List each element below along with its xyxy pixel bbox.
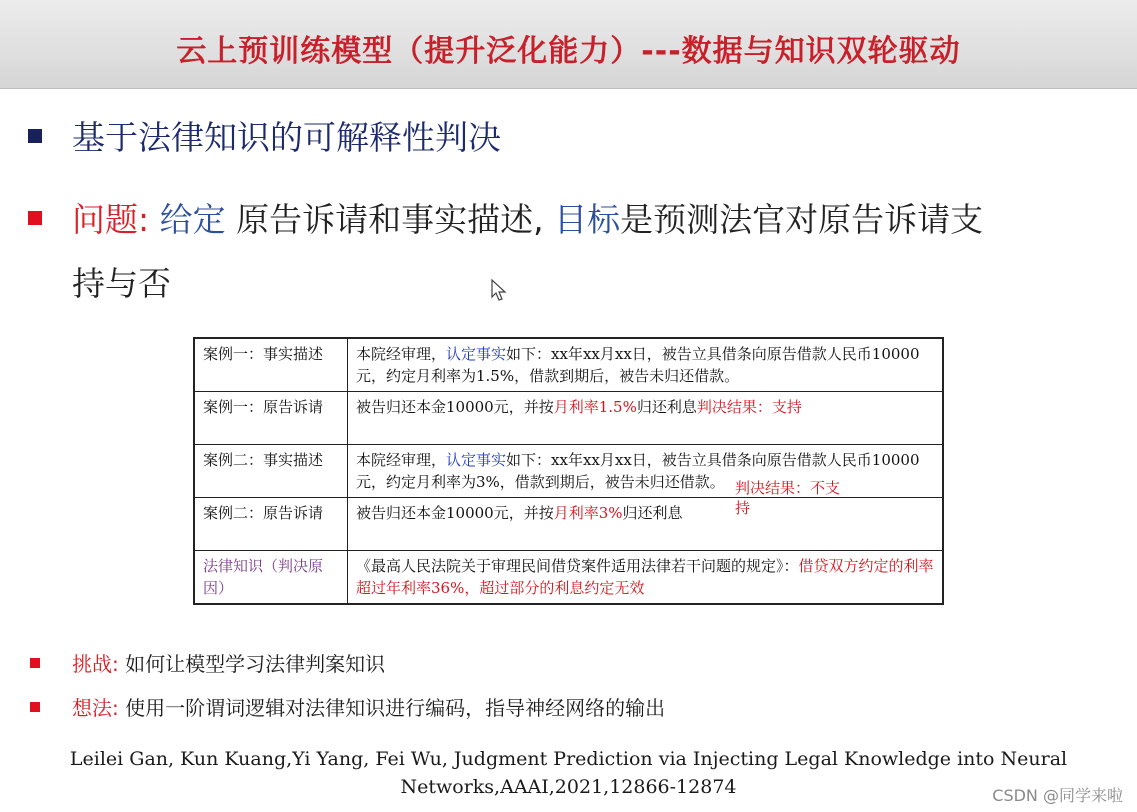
slide-title: 云上预训练模型（提升泛化能力）---数据与知识双轮驱动 xyxy=(176,34,961,69)
row-label: 案例二：事实描述 xyxy=(194,445,348,498)
square-bullet-icon xyxy=(28,129,42,143)
row-content: 被告归还本金10000元，并按月利率3%归还利息 xyxy=(348,498,944,551)
goal-text-1: 是预测法官对原告诉请支 xyxy=(620,200,984,239)
square-bullet-icon xyxy=(30,658,40,668)
challenge-text: 如何让模型学习法律判案知识 xyxy=(125,652,386,676)
row-label: 案例一：事实描述 xyxy=(194,338,348,392)
bullet-point-1 xyxy=(28,112,501,159)
goal-text-2: 持与否 xyxy=(72,264,171,303)
challenge-bullet xyxy=(30,648,385,677)
bullet-1-text: 基于法律知识的可解释性判决 xyxy=(72,118,501,157)
row-content: 《最高人民法院关于审理民间借贷案件适用法律若干问题的规定》：借贷双方约定的利率超过年利率36%，超过部分的利息约定无效 xyxy=(348,551,944,605)
watermark: CSDN @同学来啦 xyxy=(992,786,1123,805)
reference-line-2: Networks,AAAI,2021,12866-12874 xyxy=(400,776,737,798)
given-text: 原告诉请和事实描述, xyxy=(236,200,544,239)
mouse-pointer-icon xyxy=(491,279,509,303)
slide-header xyxy=(0,0,1137,89)
challenge-label: 挑战: xyxy=(72,652,119,676)
square-bullet-icon xyxy=(28,211,42,225)
square-bullet-icon xyxy=(30,702,40,712)
problem-label: 问题: xyxy=(72,200,150,239)
goal-label: 目标 xyxy=(554,200,621,239)
table-row xyxy=(194,551,943,605)
row-label: 案例一：原告诉请 xyxy=(194,392,348,445)
row-label: 案例二：原告诉请 xyxy=(194,498,348,551)
table-row xyxy=(194,338,943,392)
row-content: 本院经审理，认定事实如下：xx年xx月xx日，被告立具借条向原告借款人民币10000元，约定月利率为3%，借款到期后，被告未归还借款。 xyxy=(348,445,944,498)
row-label: 法律知识（判决原因） xyxy=(194,551,348,605)
idea-label: 想法: xyxy=(72,696,119,720)
verdict-text: 判决结果：支持 xyxy=(696,398,802,416)
bullet-point-2 xyxy=(28,188,1118,316)
row-content: 被告归还本金10000元，并按月利率1.5%归还利息判决结果：支持 xyxy=(348,392,944,445)
verdict-annotation: 判决结果：不支 持 xyxy=(735,479,841,517)
reference-line-1: Leilei Gan, Kun Kuang,Yi Yang, Fei Wu, Judgment Prediction via Injecting Legal Knowledge into Neural xyxy=(69,748,1068,770)
row-content: 本院经审理，认定事实如下：xx年xx月xx日，被告立具借条向原告借款人民币10000元，约定月利率为1.5%，借款到期后，被告未归还借款。 xyxy=(348,338,944,392)
case-table xyxy=(193,337,944,605)
idea-text: 使用一阶谓词逻辑对法律知识进行编码，指导神经网络的输出 xyxy=(125,696,666,720)
table-row xyxy=(194,392,943,445)
given-label: 给定 xyxy=(159,200,226,239)
idea-bullet xyxy=(30,692,665,721)
paper-reference xyxy=(0,745,1137,801)
